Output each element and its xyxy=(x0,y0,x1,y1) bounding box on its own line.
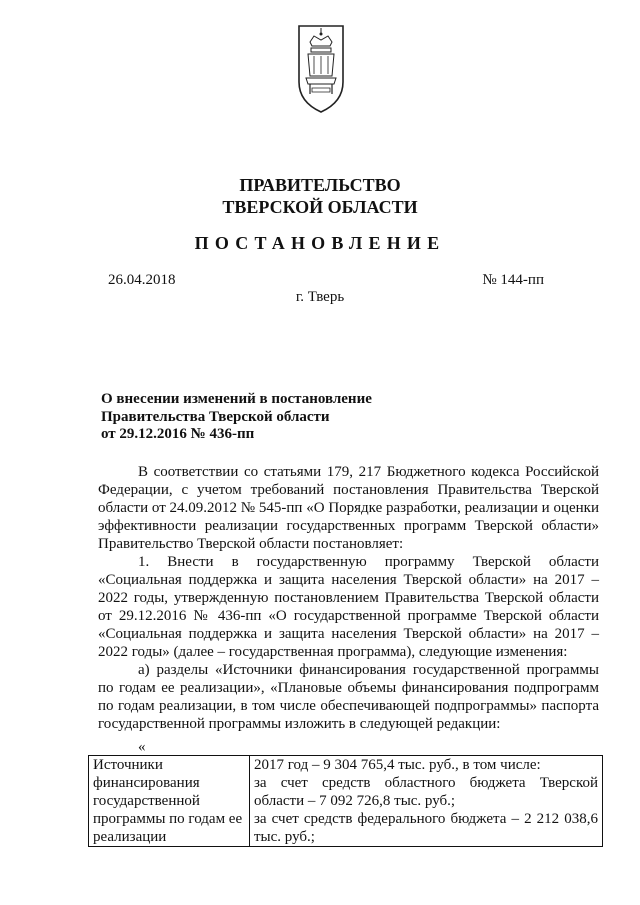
document-body xyxy=(98,463,599,733)
coat-of-arms-emblem xyxy=(296,22,346,114)
value-line: за счет средств областного бюджета Тверской области – 7 092 726,8 тыс. руб.; xyxy=(254,775,598,809)
government-title-line2: ТВЕРСКОЙ ОБЛАСТИ xyxy=(222,197,418,217)
body-paragraph: а) разделы «Источники финансирования государственной программы по годам ее реализации», «Плановые объемы финансирования подпрограмм по годам реализации, в том числе обеспечивающей подпрограммы» паспорта государственной программы изложить в следующей редакции: xyxy=(98,662,599,732)
value-line: 2017 год – 9 304 765,4 тыс. руб., в том числе: xyxy=(254,757,541,773)
document-type: ПОСТАНОВЛЕНИЕ xyxy=(194,233,446,253)
government-title-line1: ПРАВИТЕЛЬСТВО xyxy=(239,175,401,195)
document-city: г. Тверь xyxy=(295,289,345,305)
subject-line: О внесении изменений в постановление xyxy=(101,391,372,407)
table-cell-values xyxy=(250,756,603,847)
document-date: 26.04.2018 xyxy=(108,272,176,288)
body-paragraph: В соответствии со статьями 179, 217 Бюджетного кодекса Российской Федерации, с учетом требований постановления Правительства Тверской области от 24.09.2012 № 545-пп «О Порядке разработки, реализации и оценки эффективности реализации государственных программ Тверской области» Правительство Тверской области постановляет: xyxy=(98,464,599,552)
opening-quote: « xyxy=(138,739,146,755)
document-subject xyxy=(101,391,372,444)
document-number: № 144-пп xyxy=(482,272,544,288)
table-row xyxy=(89,756,603,847)
value-line: за счет средств федерального бюджета – 2 212 038,6 тыс. руб.; xyxy=(254,811,598,845)
body-paragraph: 1. Внести в государственную программу Тверской области «Социальная поддержка и защита населения Тверской области» на 2017 – 2022 годы, утвержденную постановлением Правительства Тверской области от 29.12.2016 № 436-пп «О государственной программе Тверской области «Социальная поддержка и защита населения Тверской области» на 2017 – 2022 годы» (далее – государственная программа), следующие изменения: xyxy=(98,554,599,660)
subject-line: от 29.12.2016 № 436-пп xyxy=(101,426,255,442)
subject-line: Правительства Тверской области xyxy=(101,408,330,425)
financing-sources-table xyxy=(88,755,603,847)
table-cell-label: Источники финансирования государственной программы по годам ее реализации xyxy=(89,756,250,847)
